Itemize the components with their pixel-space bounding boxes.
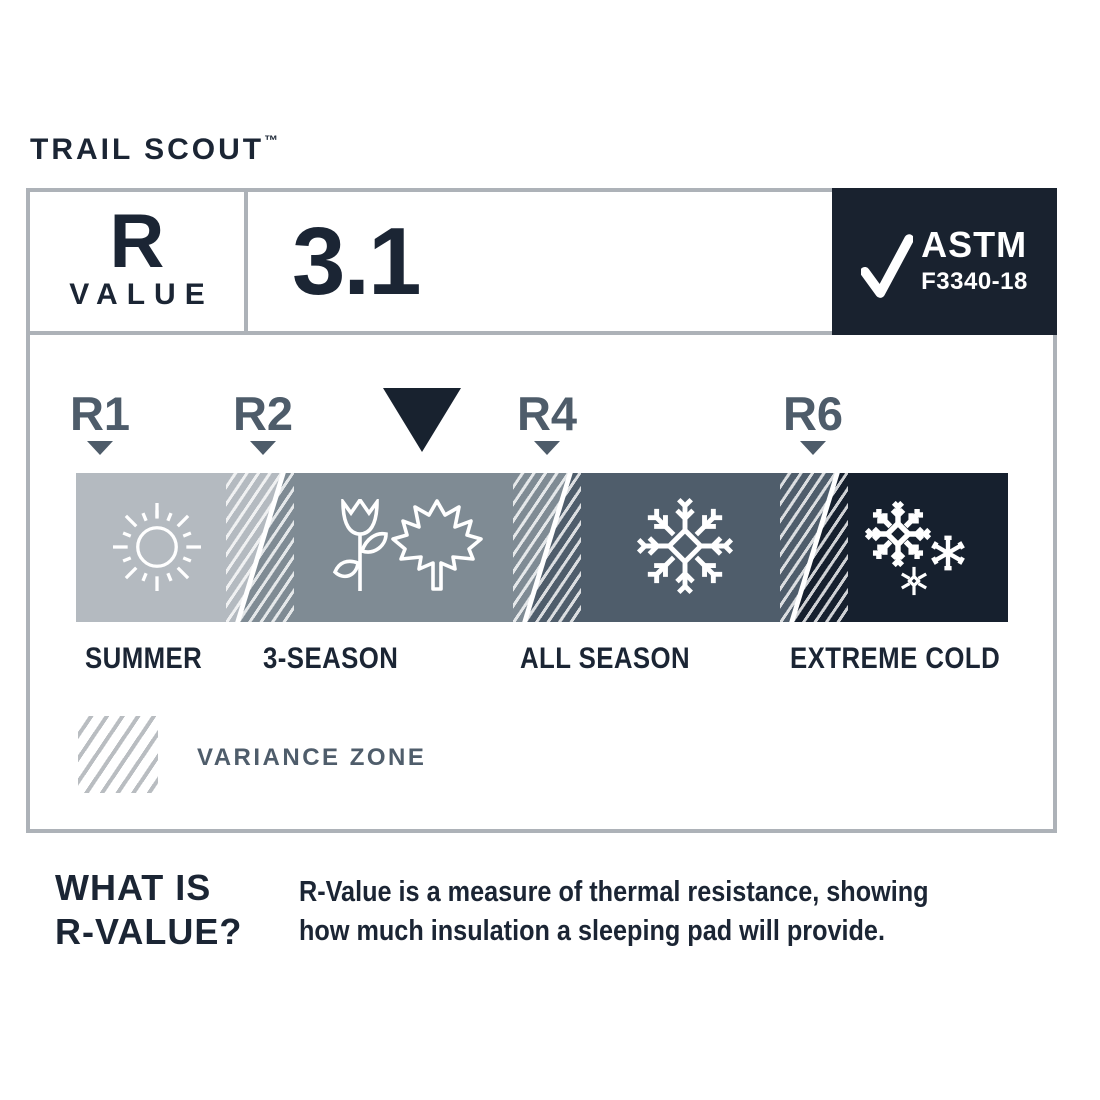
- variance-zone-1-left-half: [226, 473, 288, 622]
- marker-tick-triangle-r6: [800, 441, 826, 455]
- r-value-unit-cell: [30, 192, 244, 331]
- variance-zone-1-divider: [230, 473, 290, 622]
- sun-icon: [102, 492, 212, 602]
- segment-label-all-season: ALL SEASON: [520, 642, 691, 675]
- explainer-heading-line2: R-VALUE?: [55, 911, 243, 952]
- segment-label-3-season: 3-SEASON: [263, 642, 399, 675]
- explainer-body-line1: R-Value is a measure of thermal resistance, showing: [299, 876, 929, 908]
- product-name: TRAIL SCOUT: [30, 133, 265, 166]
- scale-marker-r4: R4: [516, 387, 578, 440]
- explainer-heading-line1: WHAT IS: [55, 867, 212, 908]
- maple-leaf-icon: [391, 497, 483, 597]
- value-indicator-triangle: [383, 388, 461, 452]
- snowflake-asterisk-icon: [928, 533, 968, 573]
- explainer-heading: [55, 866, 242, 954]
- variance-zone-2: [513, 473, 581, 622]
- explainer-body: [299, 873, 929, 951]
- astm-text-block: [921, 224, 1028, 296]
- variance-zone-1: [226, 473, 294, 622]
- variance-zone-2-left-half: [513, 473, 575, 622]
- variance-zone-2-divider: [517, 473, 577, 622]
- snowflake-small-icon: [898, 565, 930, 597]
- variance-zone-3-divider: [784, 473, 844, 622]
- segment-label-extreme-cold: EXTREME COLD: [790, 642, 1001, 675]
- scale-marker-r1: R1: [69, 387, 131, 440]
- r-value-number: 3.1: [292, 207, 420, 315]
- product-title: [30, 132, 278, 167]
- snowflake-icon: [636, 497, 734, 595]
- explainer-body-line2: how much insulation a sleeping pad will provide.: [299, 915, 885, 947]
- variance-zone-label: VARIANCE ZONE: [197, 744, 427, 771]
- segment-label-summer: SUMMER: [85, 642, 203, 675]
- astm-badge: [832, 188, 1057, 335]
- variance-zone-3: [780, 473, 848, 622]
- marker-tick-triangle-r2: [250, 441, 276, 455]
- marker-tick-triangle-r1: [87, 441, 113, 455]
- trademark-symbol: ™: [264, 132, 279, 148]
- scale-marker-r2: R2: [232, 387, 294, 440]
- scale-marker-r6: R6: [782, 387, 844, 440]
- astm-label: ASTM: [921, 224, 1028, 265]
- value-word: VALUE: [69, 278, 214, 312]
- r-letter: R: [109, 198, 165, 284]
- check-icon: [861, 233, 913, 301]
- marker-tick-triangle-r4: [534, 441, 560, 455]
- variance-zone-3-left-half: [780, 473, 842, 622]
- snowflake-large-icon: [865, 501, 931, 567]
- variance-zone-swatch: [78, 716, 158, 793]
- astm-standard: F3340-18: [921, 268, 1028, 295]
- frame-vertical-divider: [244, 192, 248, 331]
- tulip-icon: [328, 499, 392, 595]
